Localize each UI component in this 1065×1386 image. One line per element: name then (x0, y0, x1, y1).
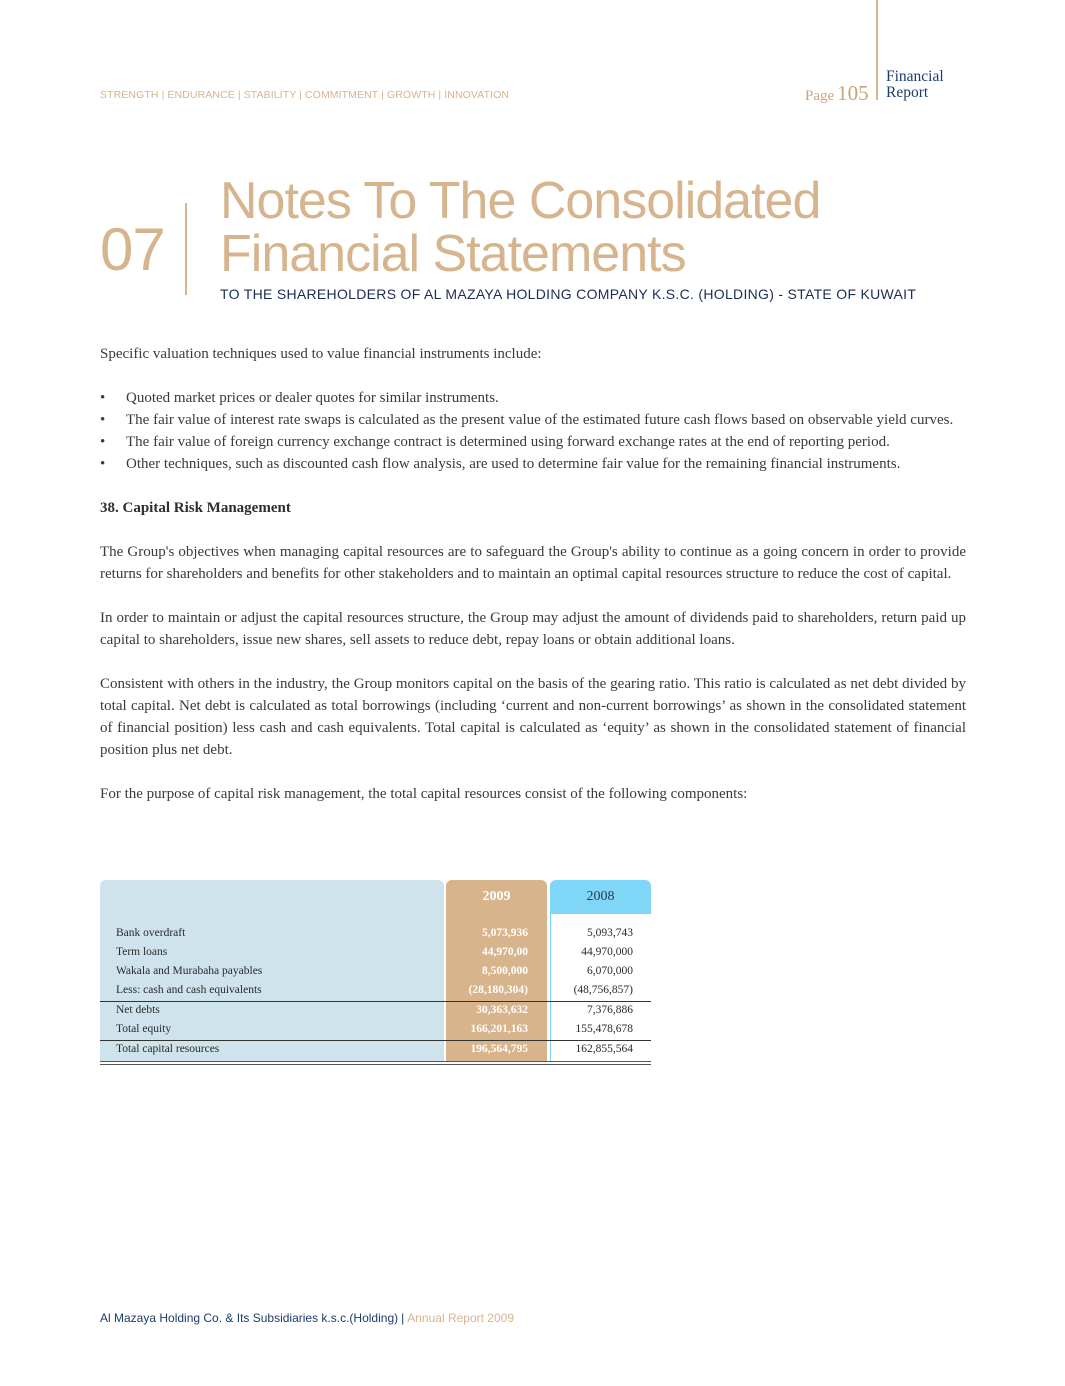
page-indicator (805, 81, 869, 106)
chapter-number: 07 (100, 216, 165, 283)
paragraph-objectives: The Group's objectives when managing capital resources are to safeguard the Group's ability to continue as a going concern in order to provide returns for shareholders and benefits for other stakeholders and to maintain an optimal capital resources structure to reduce the cost of capital. (100, 544, 966, 582)
page-title-line2: Financial Statements (220, 225, 686, 283)
value-2008: 44,970,000 (581, 946, 633, 958)
table-row (100, 981, 651, 1000)
table-row (100, 1020, 651, 1039)
section-heading: 38. Capital Risk Management (100, 500, 291, 516)
value-2008: 6,070,000 (587, 965, 633, 977)
paragraph-capital-structure: In order to maintain or adjust the capital resources structure, the Group may adjust the amount of dividends paid to shareholders, return paid up capital to shareholders, issue new shares, sell assets to reduce debt, repay loans or obtain additional loans. (100, 610, 966, 648)
row-label: Term loans (116, 946, 168, 958)
chapter-divider (185, 203, 187, 295)
header-label-cell (100, 880, 444, 914)
page-number: 105 (837, 81, 869, 105)
table-row (100, 1001, 651, 1020)
table-header (100, 880, 615, 914)
table-body (100, 914, 633, 1061)
value-2009: 166,201,163 (470, 1023, 528, 1035)
value-2009: 8,500,000 (482, 965, 528, 977)
value-2009: (28,180,304) (468, 984, 528, 996)
value-2009: 44,970,00 (482, 946, 528, 958)
header-2009: 2009 (446, 880, 547, 914)
section-name (886, 69, 944, 101)
footer-separator: | (401, 1311, 405, 1325)
table-row (100, 943, 651, 962)
value-2008: 7,376,886 (587, 1004, 633, 1016)
value-2008: 5,093,743 (587, 927, 633, 939)
page-footer (100, 1311, 514, 1325)
value-2008: (48,756,857) (573, 984, 633, 996)
table-row (100, 1040, 651, 1059)
header-divider-line (876, 0, 878, 100)
row-label: Total capital resources (116, 1043, 220, 1055)
row-label: Less: cash and cash equivalents (116, 984, 262, 996)
valuation-techniques-list (100, 387, 966, 475)
row-label: Wakala and Murabaha payables (116, 965, 263, 977)
section-name-line1: Financial (886, 68, 944, 85)
page-title-line1: Notes To The Consolidated (220, 172, 821, 230)
table-row (100, 924, 651, 943)
table-row (100, 962, 651, 981)
paragraph-components: For the purpose of capital risk management, the total capital resources consist of the following components: (100, 786, 748, 802)
list-item: • The fair value of foreign currency exchange contract is determined using forward exchange rates at the end of reporting period. (100, 431, 966, 453)
value-2008: 162,855,564 (575, 1043, 633, 1055)
header-tagline: STRENGTH | ENDURANCE | STABILITY | COMMITMENT | GROWTH | INNOVATION (100, 89, 510, 101)
intro-paragraph: Specific valuation techniques used to value financial instruments include: (100, 346, 542, 362)
footer-report: Annual Report 2009 (407, 1311, 514, 1325)
list-item: • Quoted market prices or dealer quotes for similar instruments. (100, 387, 966, 409)
value-2008: 155,478,678 (575, 1023, 633, 1035)
value-2009: 196,564,795 (470, 1043, 528, 1055)
header-2008: 2008 (550, 880, 651, 914)
capital-resources-table (100, 880, 633, 1061)
page-title (220, 172, 821, 283)
value-2009: 5,073,936 (482, 927, 528, 939)
footer-company: Al Mazaya Holding Co. & Its Subsidiaries k.s.c.(Holding) (100, 1311, 399, 1325)
row-label: Net debts (116, 1004, 160, 1016)
page-subtitle: TO THE SHAREHOLDERS OF AL MAZAYA HOLDING COMPANY K.S.C. (HOLDING) - STATE OF KUWAIT (220, 286, 917, 302)
row-label: Bank overdraft (116, 927, 186, 939)
body-content (100, 343, 966, 827)
row-label: Total equity (116, 1023, 172, 1035)
section-name-line2: Report (886, 84, 929, 101)
list-item: • The fair value of interest rate swaps is calculated as the present value of the estimated future cash flows based on observable yield curves. (100, 409, 966, 431)
page-label: Page (805, 88, 835, 104)
value-2009: 30,363,632 (476, 1004, 528, 1016)
grand-total-double-rule (100, 1061, 651, 1065)
paragraph-gearing-ratio: Consistent with others in the industry, the Group monitors capital on the basis of the gearing ratio. This ratio is calculated as net debt divided by total capital. Net debt is calculated as total borrowings (including ‘current and non-current borrowings’ as shown in the consolidated statement of financial position) less cash and cash equivalents. Total capital is calculated as ‘equity’ as shown in the consolidated statement of financial position plus net debt. (100, 676, 966, 758)
list-item: • Other techniques, such as discounted cash flow analysis, are used to determine fair value for the remaining financial instruments. (100, 453, 966, 475)
